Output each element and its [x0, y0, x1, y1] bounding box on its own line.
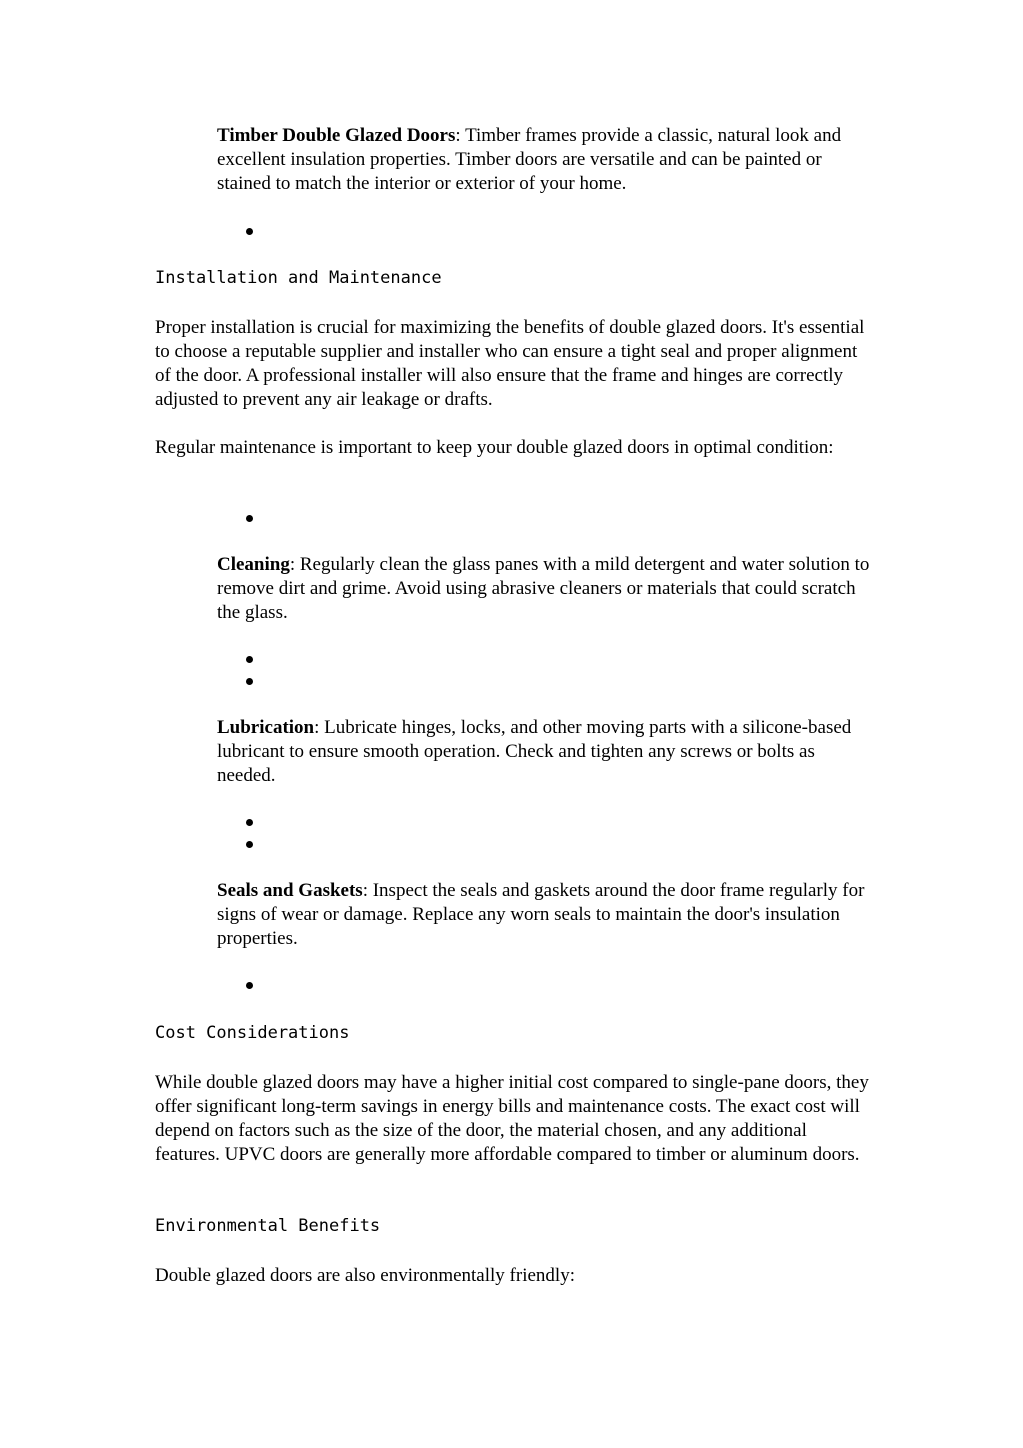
timber-doors-term: Timber Double Glazed Doors — [217, 125, 456, 146]
installation-paragraph: Proper installation is crucial for maximizing the benefits of double glazed doors. It's essential to choose a reputable supplier and installer who can ensure a tight seal and proper alignment of the door. A professional installer will also ensure that the frame and hinges are correctly adjusted to prevent any air leakage or drafts. — [155, 317, 865, 410]
bullet-4 — [246, 678, 253, 685]
installation-heading: Installation and Maintenance — [155, 268, 442, 288]
environment-heading: Environmental Benefits — [155, 1216, 381, 1236]
seals-text: : Inspect the seals and gaskets around the door frame regularly for signs of wear or damage. Replace any worn seals to maintain the door's insulation properties. — [217, 880, 865, 949]
bullet-7 — [246, 982, 253, 989]
lubrication-term: Lubrication — [217, 717, 315, 738]
timber-doors-paragraph — [217, 124, 873, 196]
lubrication-text: : Lubricate hinges, locks, and other moving parts with a silicone-based lubricant to ensure smooth operation. Check and tighten any screws or bolts as needed. — [217, 717, 852, 786]
bullet-1 — [246, 228, 253, 235]
cleaning-paragraph — [217, 553, 873, 625]
environment-paragraph: Double glazed doors are also environmentally friendly: — [155, 1265, 575, 1286]
cleaning-term: Cleaning — [217, 554, 290, 575]
seals-paragraph — [217, 879, 873, 951]
cost-heading: Cost Considerations — [155, 1023, 350, 1043]
bullet-3 — [246, 656, 253, 663]
bullet-2 — [246, 515, 253, 522]
cleaning-text: : Regularly clean the glass panes with a mild detergent and water solution to remove dirt and grime. Avoid using abrasive cleaners or materials that could scratch the glass. — [217, 554, 870, 623]
cost-paragraph: While double glazed doors may have a higher initial cost compared to single-pane doors, they offer significant long-term savings in energy bills and maintenance costs. The exact cost will depend on factors such as the size of the door, the material chosen, and any additional features. UPVC doors are generally more affordable compared to timber or aluminum doors. — [155, 1072, 869, 1165]
lubrication-paragraph — [217, 716, 873, 788]
bullet-5 — [246, 819, 253, 826]
seals-term: Seals and Gaskets — [217, 880, 363, 901]
timber-doors-text: : Timber frames provide a classic, natural look and excellent insulation properties. Timber doors are versatile and can be painted or stained to match the interior or exterior of your home. — [217, 125, 842, 194]
bullet-6 — [246, 841, 253, 848]
maintenance-intro-paragraph: Regular maintenance is important to keep your double glazed doors in optimal condition: — [155, 437, 834, 458]
